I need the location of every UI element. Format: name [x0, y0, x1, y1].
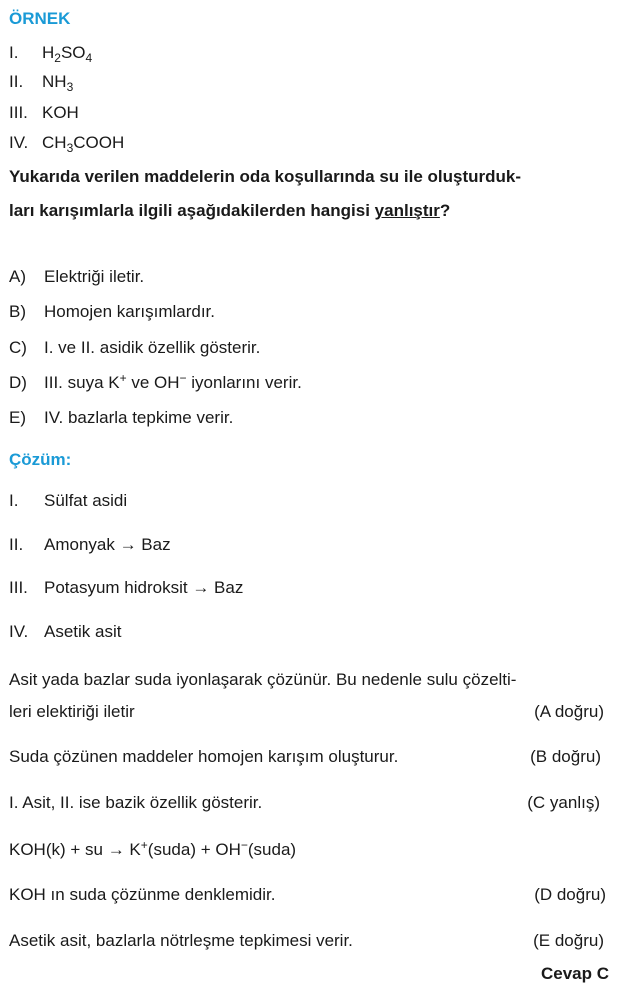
- example-item-4: IV. $CH_3COOH$: [9, 133, 125, 155]
- question-line-2: ları karışımlarla ilgili aşağıdakilerden hangisi yanlıştır?: [9, 201, 451, 220]
- item-number: III.: [9, 103, 28, 122]
- solution-para-5: Asetik asit, bazlarla nötrleşme tepkimesi verir.: [9, 931, 353, 950]
- option-b: B) Homojen karışımlardır.: [9, 302, 215, 321]
- solution-item-4: IV. Asetik asit: [9, 622, 122, 641]
- example-heading: ÖRNEK: [9, 9, 71, 28]
- solution-heading: Çözüm:: [9, 450, 72, 469]
- solution-para-3: I. Asit, II. ise bazik özellik gösterir.: [9, 793, 263, 812]
- tag-e: (E doğru): [533, 931, 604, 950]
- solution-item-3: III. Potasyum hidroksit → Baz: [9, 578, 244, 597]
- solution-para-1-line-2: leri elektiriği iletir: [9, 702, 135, 721]
- item-number: II.: [9, 72, 24, 91]
- solution-para-1-line-1: Asit yada bazlar suda iyonlaşarak çözünür. Bu nedenle sulu çözelti-: [9, 670, 517, 689]
- example-item-2: II. $NH_3$: [9, 72, 74, 94]
- tag-d: (D doğru): [534, 885, 606, 904]
- option-a: A) Elektriği iletir.: [9, 267, 145, 286]
- option-e: E) IV. bazlarla tepkime verir.: [9, 408, 234, 427]
- dissolution-equation: KOH(k) + su → K+(suda) + OH−(suda): [9, 838, 297, 859]
- solution-item-1: I. Sülfat asidi: [9, 491, 128, 510]
- solution-item-2: II. Amonyak → Baz: [9, 535, 171, 554]
- example-item-1: I. $H_2SO_4$: [9, 43, 93, 65]
- item-number: IV.: [9, 133, 29, 152]
- tag-a: (A doğru): [534, 702, 604, 721]
- solution-para-4: KOH ın suda çözünme denklemidir.: [9, 885, 276, 904]
- item-number: I.: [9, 43, 19, 62]
- tag-b: (B doğru): [530, 747, 601, 766]
- underlined-word: yanlıştır: [374, 201, 440, 220]
- option-d: D) III. suya K+ ve OH− iyonlarını verir.: [9, 371, 302, 392]
- answer-label: Cevap C: [540, 964, 609, 983]
- tag-c: (C yanlış): [527, 793, 600, 812]
- solution-para-2: Suda çözünen maddeler homojen karışım oluşturur.: [9, 747, 399, 766]
- example-item-3: III. KOH: [9, 103, 79, 122]
- question-line-1: Yukarıda verilen maddelerin oda koşullarında su ile oluşturduk-: [9, 167, 522, 186]
- option-c: C) I. ve II. asidik özellik gösterir.: [9, 338, 261, 357]
